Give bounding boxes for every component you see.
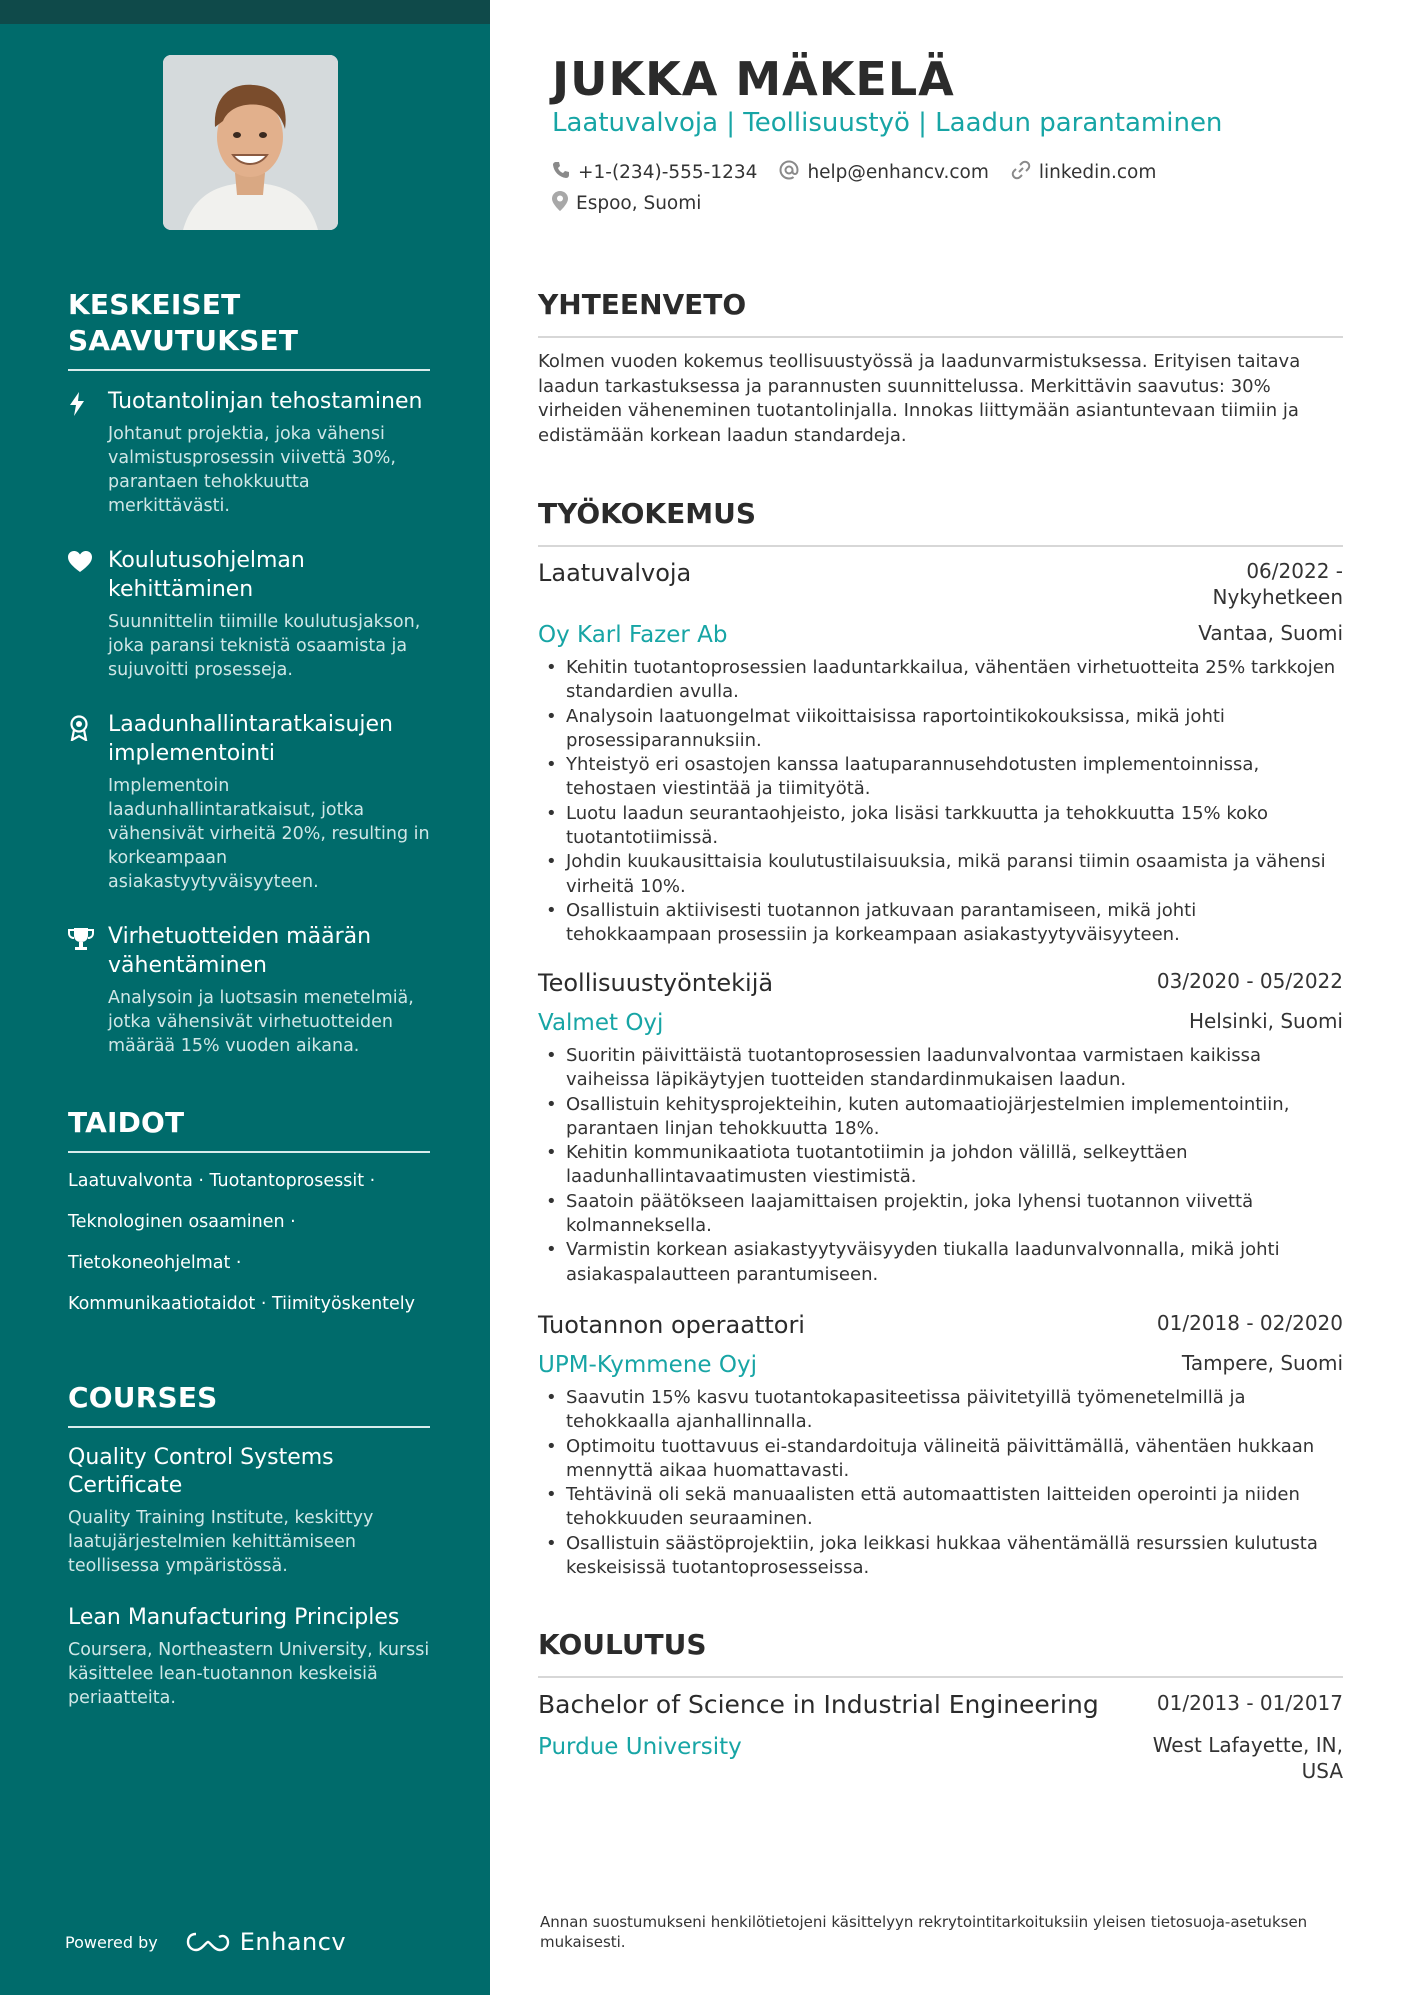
- contact-row: [552, 160, 1156, 185]
- achievement-title: Koulutusohjelman kehittäminen: [108, 548, 305, 602]
- job-title: Tuotannon operaattori: [538, 1311, 805, 1339]
- course-item: [68, 1444, 430, 1578]
- phone-icon: [552, 161, 570, 184]
- job-entry: [538, 558, 1343, 948]
- achievement-item: [68, 922, 430, 1058]
- at-icon: [779, 160, 799, 185]
- degree: Bachelor of Science in Industrial Engineering: [538, 1690, 1099, 1719]
- bullet-item: • Saatoin päätökseen laajamittaisen projektin, joka lyhensi tuotannon viivettä kolmanneksella.: [538, 1190, 1343, 1239]
- job-title: Teollisuustyöntekijä: [538, 969, 774, 997]
- brand-name: Enhancv: [239, 1928, 347, 1956]
- bolt-icon: [68, 392, 90, 518]
- achievement-item: [68, 387, 430, 518]
- bullet-item: • Suoritin päivittäistä tuotantoprosessien laadunvalvontaa varmistaen kaikissa vaiheissa läpikäytyjen tuotteiden standardinmukaisen laadun.: [538, 1044, 1343, 1093]
- bullet-item: • Analysoin laatuongelmat viikoittaisissa raportointikokouksissa, mikä johti prosessiparannuksiin.: [538, 705, 1343, 754]
- location-contact: [552, 191, 701, 216]
- summary-heading: YHTEENVETO: [538, 288, 1343, 338]
- skill-line: Tietokoneohjelmat ·: [68, 1253, 242, 1273]
- achievement-title: Virhetuotteiden määrän vähentäminen: [108, 924, 372, 978]
- job-company: Oy Karl Fazer Ab: [538, 622, 728, 648]
- email-text: help@enhancv.com: [807, 162, 989, 183]
- job-location: Helsinki, Suomi: [1188, 1009, 1343, 1033]
- achievement-desc: Suunnittelin tiimille koulutusjakson, joka paransi teknistä osaamista ja sujuvoitti prosesseja.: [108, 612, 421, 680]
- location-text: Espoo, Suomi: [576, 193, 702, 214]
- linkedin-text: linkedin.com: [1038, 162, 1157, 183]
- bullet-item: • Kehitin tuotantoprosessien laaduntarkkailua, vähentäen virhetuotteita 25% tarkkojen standardien avulla.: [538, 656, 1343, 705]
- link-icon: [1011, 160, 1031, 185]
- job-bullets: [538, 1386, 1343, 1580]
- bullet-item: • Osallistuin säästöprojektiin, joka leikkasi hukkaa vähentämällä resurssien kulutusta keskeisissä tuotantoprosesseissa.: [538, 1532, 1343, 1581]
- skill-line: Teknologinen osaaminen ·: [68, 1212, 296, 1232]
- profile-photo: [163, 55, 338, 230]
- school-location: West Lafayette, IN, USA: [1152, 1733, 1343, 1783]
- bullet-item: • Tehtävinä oli sekä manuaalisten että automaattisten laitteiden operointi ja niiden tehokkuuden seuraaminen.: [538, 1483, 1343, 1532]
- job-entry: [538, 968, 1343, 1287]
- heart-icon: [68, 551, 90, 682]
- bullet-item: • Johdin kuukausittaisia koulutustilaisuuksia, mikä paransi tiimin osaamista ja vähensi virheitä 10%.: [538, 850, 1343, 899]
- phone-contact[interactable]: [552, 160, 757, 185]
- award-icon: [68, 715, 90, 894]
- job-dates: 01/2018 - 02/2020: [1156, 1311, 1343, 1335]
- courses-heading: COURSES: [68, 1380, 430, 1428]
- bullet-item: • Luotu laadun seurantaohjeisto, joka lisäsi tarkkuutta ja tehokkuutta 15% koko tuotantotiimissä.: [538, 802, 1343, 851]
- powered-by: [65, 1928, 346, 1956]
- bullet-item: • Osallistuin aktiivisesti tuotannon jatkuvaan parantamiseen, mikä johti tehokkaampaan prosessiin ja korkeampaan asiakastyytyväisyyteen.: [538, 899, 1343, 948]
- education-dates: 01/2013 - 01/2017: [1156, 1691, 1343, 1715]
- bullet-item: • Saavutin 15% kasvu tuotantokapasiteetissa päivitetyillä työmenetelmillä ja tehokkaalla ajanhallinnalla.: [538, 1386, 1343, 1435]
- course-title: Quality Control Systems Certificate: [68, 1445, 334, 1498]
- achievement-item: [68, 546, 430, 682]
- job-dates: 06/2022 - Nykyhetkeen: [1212, 559, 1343, 609]
- achievement-desc: Analysoin ja luotsasin menetelmiä, jotka vähensivät virhetuotteiden määrää 15% vuoden aikana.: [108, 988, 414, 1056]
- skill-line: Kommunikaatiotaidot · Tiimityöskentely: [68, 1294, 416, 1314]
- trophy-icon: [68, 927, 90, 1058]
- job-bullets: [538, 1044, 1343, 1287]
- location-pin-icon: [552, 191, 568, 216]
- job-location: Vantaa, Suomi: [1198, 621, 1343, 645]
- bullet-item: • Osallistuin kehitysprojekteihin, kuten automaatiojärjestelmien implementointiin, parantaen linjan tehokkuutta 18%.: [538, 1093, 1343, 1142]
- job-title: Laatuvalvoja: [538, 559, 692, 587]
- school-name: Purdue University: [538, 1734, 742, 1760]
- skill-line: Laatuvalvonta · Tuotantoprosessit ·: [68, 1171, 376, 1191]
- summary-text: Kolmen vuoden kokemus teollisuustyössä ja laadunvarmistuksessa. Erityisen taitava laadun tarkastuksessa ja parannusten suunnittelussa. Merkittävin saavutus: 30% virheiden väheneminen tuotantolinjalla. Innokas liittymään asiantuntevaan tiimiin ja edistämään korkean laadun standardeja.: [538, 351, 1301, 446]
- course-desc: Coursera, Northeastern University, kurssi käsittelee lean-tuotannon keskeisiä periaatteita.: [68, 1640, 430, 1708]
- course-title: Lean Manufacturing Principles: [68, 1605, 400, 1630]
- sidebar-top-bar: [0, 0, 490, 24]
- email-contact[interactable]: [779, 160, 988, 185]
- job-dates: 03/2020 - 05/2022: [1156, 969, 1343, 993]
- achievements-heading: KESKEISET SAAVUTUKSET: [68, 287, 430, 371]
- achievement-title: Tuotantolinjan tehostaminen: [108, 389, 423, 414]
- tagline: Laatuvalvoja | Teollisuustyö | Laadun parantaminen: [552, 108, 1223, 138]
- job-entry: [538, 1310, 1343, 1580]
- phone-text: +1-(234)-555-1234: [578, 162, 758, 183]
- enhancv-logo[interactable]: [186, 1928, 346, 1956]
- experience-heading: TYÖKOKEMUS: [538, 497, 1343, 547]
- achievement-item: [68, 710, 430, 894]
- courses-section: [68, 1380, 430, 1736]
- job-company: Valmet Oyj: [538, 1010, 664, 1036]
- sidebar: [0, 0, 490, 1995]
- achievement-desc: Johtanut projektia, joka vähensi valmistusprosessin viivettä 30%, parantaen tehokkuutta merkittävästi.: [108, 424, 396, 516]
- education-entry: [538, 1690, 1343, 1784]
- bullet-item: • Yhteistyö eri osastojen kanssa laatuparannusehdotusten implementoinnissa, tehostaen viestintää ja tiimityötä.: [538, 753, 1343, 802]
- skills-heading: TAIDOT: [68, 1105, 430, 1153]
- course-desc: Quality Training Institute, keskittyy laatujärjestelmien kehittämiseen teollisessa ympäristössä.: [68, 1508, 374, 1576]
- bullet-item: • Optimoitu tuottavuus ei-standardoituja välineitä päivittämällä, vähentäen hukkaan mennyttä aikaa huomattavasti.: [538, 1435, 1343, 1484]
- powered-by-label: Powered by: [65, 1932, 158, 1952]
- achievements-section: [68, 287, 430, 1086]
- achievement-title: Laadunhallintaratkaisujen implementointi: [108, 712, 393, 766]
- candidate-name: JUKKA MÄKELÄ: [552, 52, 955, 106]
- achievement-desc: Implementoin laadunhallintaratkaisut, jotka vähensivät virheitä 20%, resulting in korkeampaan asiakastyytyväisyyteen.: [108, 776, 430, 892]
- bullet-item: • Varmistin korkean asiakastyytyväisyyden tiukalla laadunvalvonnalla, mikä johti asiakaspalautteen parantumiseen.: [538, 1238, 1343, 1287]
- education-heading: KOULUTUS: [538, 1628, 1343, 1678]
- job-location: Tampere, Suomi: [1181, 1351, 1343, 1375]
- bullet-item: • Kehitin kommunikaatiota tuotantotiimin ja johdon välillä, selkeyttäen laadunhallintavaatimusten viestimistä.: [538, 1141, 1343, 1190]
- linkedin-contact[interactable]: [1011, 160, 1156, 185]
- job-bullets: [538, 656, 1343, 948]
- skills-section: [68, 1105, 430, 1333]
- gdpr-consent: Annan suostumukseni henkilötietojeni käsittelyyn rekrytointitarkoituksiin yleisen tietosuoja-asetuksen mukaisesti.: [540, 1913, 1308, 1951]
- job-company: UPM-Kymmene Oyj: [538, 1352, 757, 1378]
- course-item: [68, 1604, 430, 1710]
